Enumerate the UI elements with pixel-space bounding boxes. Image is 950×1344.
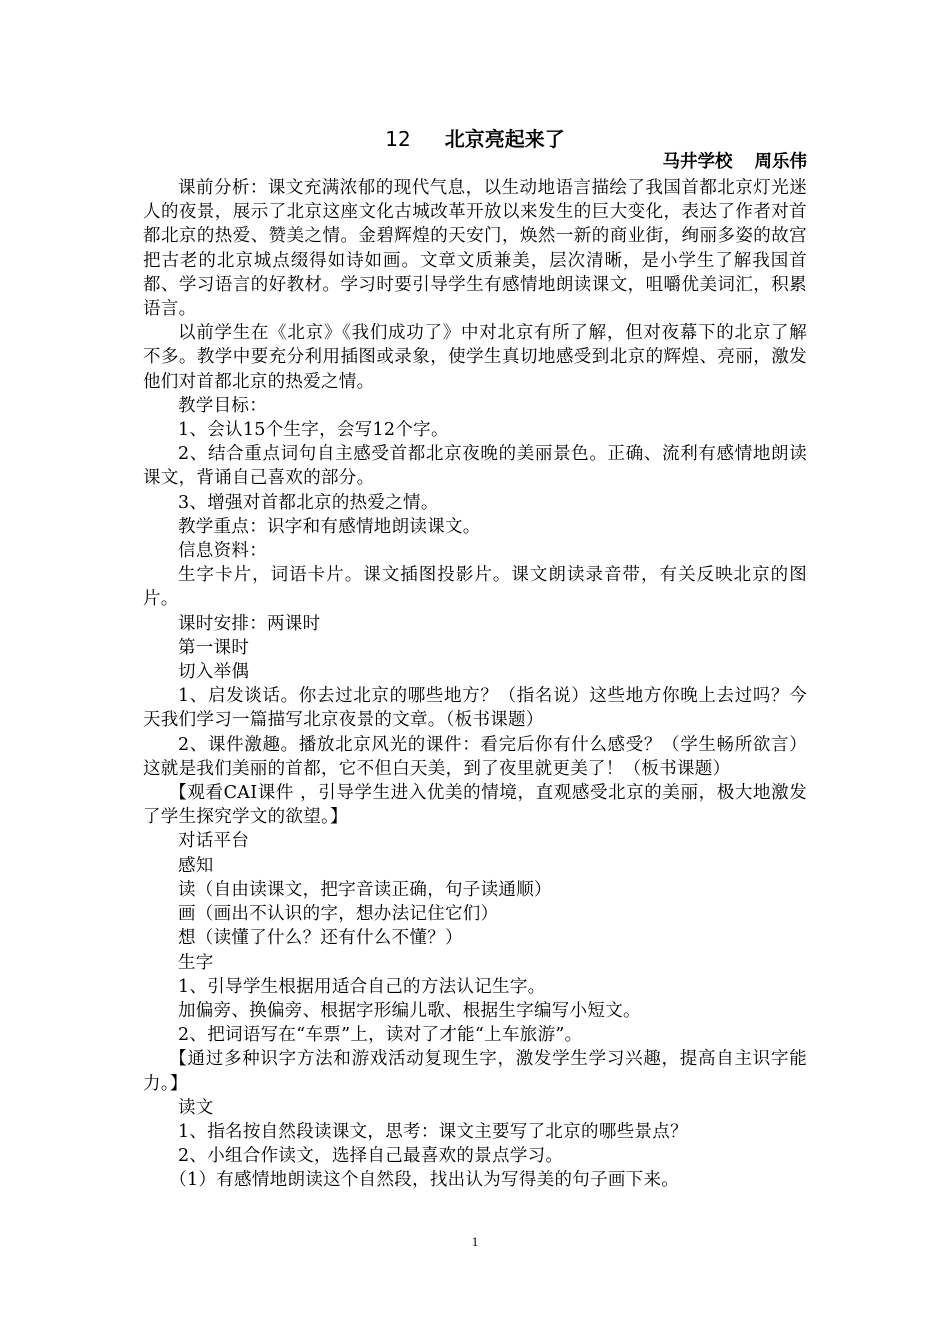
paragraph-materials: 生字卡片，词语卡片。课文插图投影片。课文朗读录音带，有关反映北京的图片。 (143, 565, 807, 610)
step-item: 想（读懂了什么？还有什么不懂？） (178, 928, 463, 949)
heading-perception: 感知 (178, 855, 214, 876)
step-item: 1、引导学生根据用适合自己的方法认记生字。 (178, 976, 546, 997)
heading-info-materials: 信息资料： (178, 541, 267, 562)
page-number: 1 (471, 1234, 479, 1249)
heading-reading: 读文 (178, 1097, 214, 1118)
step-item: 1、指名按自然段读课文，思考：课文主要写了北京的哪些景点？ (178, 1121, 688, 1142)
paragraph-pre-analysis: 课前分析：课文充满浓郁的现代气息，以生动地语言描绘了我国首都北京灯光迷人的夜景，展示了北京这座文化古城改革开放以来发生的巨大变化，表达了作者对首都北京的热爱、赞美之情。金碧辉煌的天安门，焕然一新的商业街，绚丽多姿的故宫把古老的北京城点缀得如诗如画。文章文质兼美，层次清晰，是小学生了解我国首都、学习语言的好教材。学习时要引导学生有感情地朗读课文，咀嚼优美词汇，积累语言。 (143, 178, 807, 320)
step-item: 2、把词语写在“车票”上，读对了才能“上车旅游”。 (178, 1025, 583, 1046)
school-name: 马井学校 (662, 152, 733, 172)
heading-introduction: 切入举偶 (178, 662, 250, 683)
heading-first-lesson: 第一课时 (178, 637, 250, 658)
step-item: 1、启发谈话。你去过北京的哪些地方？（指名说）这些地方你晚上去过吗？今天我们学习一篇描写北京夜景的文章。（板书课题） (143, 686, 807, 731)
step-item: 读（自由读课文，把字音读正确，句子读通顺） (178, 879, 552, 900)
step-item: 画（画出不认识的字，想办法记住它们） (178, 904, 499, 925)
note-bracketed: 【观看CAI课件 ，引导学生进入优美的情境，直观感受北京的美丽，极大地激发了学生探究学文的欲望。】 (143, 783, 807, 828)
goal-item: 3、增强对首都北京的热爱之情。 (178, 492, 439, 513)
heading-dialogue-platform: 对话平台 (178, 831, 250, 852)
step-item: 2、小组合作读文，选择自己最喜欢的景点学习。 (178, 1146, 564, 1167)
goal-item: 1、会认15个生字，会写12个字。 (178, 420, 449, 441)
paragraph-key-points: 教学重点：识字和有感情地朗读课文。 (178, 516, 481, 537)
lesson-title: 北京亮起来了 (444, 127, 565, 151)
document-title (0, 124, 950, 154)
step-item: （1）有感情地朗读这个自然段，找出认为写得美的句子画下来。 (169, 1170, 680, 1191)
lesson-number: 12 (385, 127, 411, 151)
author-name: 周乐伟 (754, 152, 807, 172)
paragraph-schedule: 课时安排：两课时 (178, 613, 321, 634)
step-item: 2、课件激趣。播放北京风光的课件：看完后你有什么感受？（学生畅所欲言）这就是我们美丽的首都，它不但白天美，到了夜里就更美了！（板书课题） (143, 734, 807, 779)
author-line (663, 150, 808, 174)
goal-item: 2、结合重点词句自主感受首都北京夜晚的美丽景色。正确、流利有感情地朗读课文，背诵自己喜欢的部分。 (143, 444, 807, 489)
heading-new-characters: 生字 (178, 952, 214, 973)
heading-teaching-goals: 教学目标： (178, 395, 267, 416)
step-item: 加偏旁、换偏旁、根据字形编儿歌、根据生字编写小短文。 (178, 1000, 641, 1021)
document-body (143, 176, 807, 1193)
paragraph-background: 以前学生在《北京》《我们成功了》中对北京有所了解，但对夜幕下的北京了解不多。教学中要充分利用插图或录象，使学生真切地感受到北京的辉煌、亮丽，激发他们对首都北京的热爱之情。 (143, 323, 807, 392)
note-bracketed: 【通过多种识字方法和游戏活动复现生字，激发学生学习兴趣，提高自主识字能力。】 (143, 1049, 807, 1094)
